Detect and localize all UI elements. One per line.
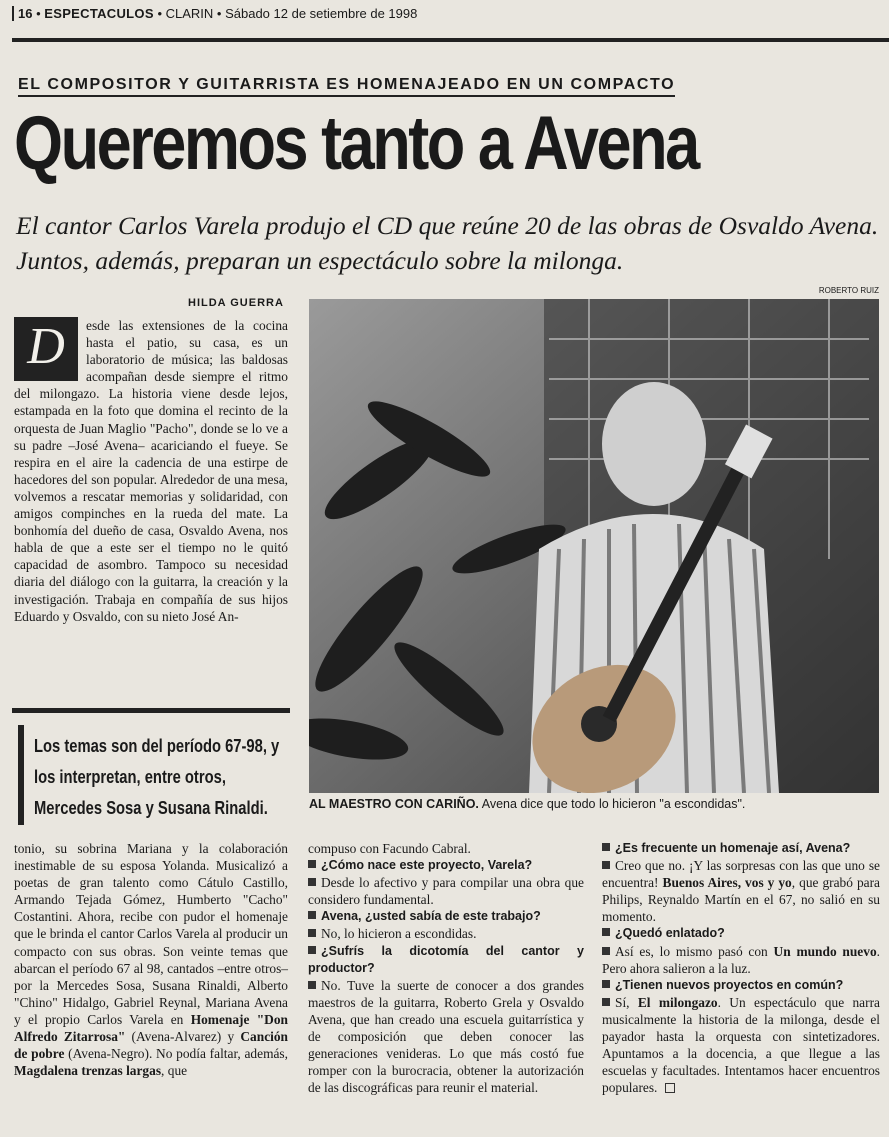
pull-quote-line: los interpretan, entre otros,	[34, 767, 226, 787]
answer	[602, 994, 880, 1097]
page-header: 16 • ESPECTACULOS • CLARIN • Sábado 12 de setiembre de 1998	[12, 6, 417, 21]
song-title: Buenos Aires, vos y yo	[662, 875, 792, 891]
answer-text: Creo que no. ¡Y las sorpresas con las que uno se encuentra!	[602, 858, 880, 891]
body-text: compuso con Facundo Cabral.	[308, 841, 471, 856]
answer-text: Así es, lo mismo pasó con	[615, 943, 774, 959]
answer	[602, 943, 880, 977]
issue-date: Sábado 12 de setiembre de 1998	[225, 6, 418, 21]
song-title: Magdalena trenzas largas	[14, 1063, 162, 1079]
question-text: ¿Cómo nace este proyecto, Varela?	[321, 858, 533, 873]
column-3	[602, 840, 880, 1096]
answer-text: Sí,	[615, 994, 638, 1010]
answer-text: No. Tuve la suerte de conocer a dos grandes maestros de la guitarra, Roberto Grela y Osvaldo Avena, que han creado una escuela guitarrística y de composición que deben conocer las generaciones venideras. Lo que más costó fue romper con la burocracia, obtener la autorización de las discográficas para reunir el material.	[308, 977, 584, 1096]
body-text: esde las extensiones de la cocina hasta el patio, su casa, es un laboratorio de música; las baldosas acompañan desde siempre el ritmo del milongazo. La historia viene desde lejos, estampada en la foto que domina el recinto de la orquesta de Juan Maglio "Pacho", donde se lo ve a su padre –José Avena– acariciando el fueye. Se respira en el aire la cadencia de una estirpe de hacedores del son popular. Alrededor de una mesa, volvemos a rescatar memorias y solidaridad, con amigos compinches en la rueda del mate. La bonhomía del dueño de casa, Osvaldo Avena, nos habla de que a este ser el tiempo no le quitó capacidad de asombro. Tampoco su necesidad diaria del diálogo con la guitarra, la creación y la investigación. Trabaja en compañía de sus hijos Eduardo y Osvaldo, con su nieto José An-	[14, 318, 288, 624]
show-title: El milongazo	[637, 994, 718, 1010]
question-text: ¿Es frecuente un homenaje así, Avena?	[615, 841, 851, 855]
question-text: ¿Sufrís la dicotomía del cantor y productor?	[308, 943, 584, 975]
pull-quote-line: Mercedes Sosa y Susana Rinaldi.	[34, 798, 268, 818]
question-text: Avena, ¿usted sabía de este trabajo?	[321, 909, 541, 924]
byline: HILDA GUERRA	[188, 297, 284, 309]
bullet-square-icon	[308, 860, 316, 868]
question-text: ¿Quedó enlatado?	[615, 926, 725, 941]
answer-text: . Un espectáculo que narra musicalmente la historia de la milonga, desde el payador hasta la orquesta con sintetizadores. Apuntamos a la docencia, a que llegue a las escuelas y facultades. Intentamos hacer encuentros populares.	[602, 994, 880, 1096]
bullet-square-icon	[308, 929, 316, 937]
song-title: Un mundo nuevo	[773, 943, 877, 959]
caption-text: Avena dice que todo lo hicieron "a escondidas".	[481, 797, 746, 811]
answer-text: , que grabó para Philips, Reynaldo Martín en el 67, no salió en su momento.	[602, 875, 880, 925]
question	[308, 908, 584, 925]
bullet-square-icon	[308, 946, 316, 954]
photo-image	[309, 299, 879, 793]
answer-text: No, lo hicieron a escondidas.	[321, 926, 477, 942]
page-number: 16	[12, 6, 32, 21]
bullet-square-icon	[602, 861, 610, 869]
paper-name: CLARIN	[165, 6, 214, 21]
pull-quote-line: Los temas son del período 67-98, y	[34, 736, 280, 756]
headline: Queremos tanto a Avena	[14, 101, 698, 186]
question	[308, 943, 584, 977]
question	[602, 925, 880, 942]
answer	[308, 874, 584, 908]
header-rule	[12, 38, 889, 42]
question	[602, 977, 880, 994]
bullet-square-icon	[308, 911, 316, 919]
bullet-square-icon	[602, 998, 610, 1006]
kicker: EL COMPOSITOR Y GUITARRISTA ES HOMENAJEADO EN UN COMPACTO	[18, 76, 675, 97]
song-title: Homenaje "Don Alfredo Zitarrosa"	[14, 1011, 288, 1045]
pull-quote	[12, 708, 290, 831]
photo-credit: ROBERTO RUIZ	[818, 286, 879, 295]
drop-cap: D	[14, 317, 78, 381]
answer-text: . Pero ahora salieron a la luz.	[602, 943, 881, 976]
song-title: Canción de pobre	[14, 1029, 288, 1062]
subheadline: El cantor Carlos Varela produjo el CD que reúne 20 de las obras de Osvaldo Avena. Juntos, además, preparan un espectáculo sobre la milonga.	[16, 211, 879, 275]
answer-text: Desde lo afectivo y para compilar una obra que considero fundamental.	[308, 875, 584, 908]
pull-quote-bar	[18, 725, 24, 825]
body-text: (Avena-Alvarez) y	[125, 1029, 241, 1045]
body-text: (Avena-Negro). No podía faltar, además,	[64, 1046, 288, 1062]
section-name: ESPECTACULOS	[44, 6, 154, 21]
column-2	[308, 840, 584, 1096]
bullet-square-icon	[602, 980, 610, 988]
answer	[308, 977, 584, 1097]
answer	[602, 857, 880, 925]
question	[308, 857, 584, 874]
photo-caption	[309, 797, 879, 811]
body-text: tonio, su sobrina Mariana y la colaboración inestimable de su esposa Yolanda. Musicalizó a poetas de gran talento como Cátulo Castillo, Armando Tejada Gómez, Humberto "Cacho" Costantini. Ahora, recibe con pudor el homenaje que le brinda el cantor Carlos Varela al producir un compacto con sus obras. Son veinte temas que abarcan el período 67 al 98, cantados –entre otros– por la Mercedes Sosa, Susana Rinaldi, Alberto "Chino" Hidalgo, Gabriel Reynal, Mariana Avena y el propio Carlos Varela en	[14, 841, 288, 1027]
column-1-top	[14, 317, 288, 625]
bullet-square-icon	[602, 843, 610, 851]
bullet-square-icon	[602, 947, 610, 955]
question-text: ¿Tienen nuevos proyectos en común?	[615, 977, 844, 992]
caption-lead: AL MAESTRO CON CARIÑO.	[309, 797, 479, 811]
bullet-square-icon	[308, 878, 316, 886]
end-mark-icon	[665, 1083, 675, 1093]
bullet-square-icon	[602, 928, 610, 936]
question	[602, 840, 880, 857]
answer	[308, 925, 584, 942]
bullet-square-icon	[308, 981, 316, 989]
photo	[309, 299, 879, 793]
column-1-bottom	[14, 840, 288, 1079]
body-text: , que	[161, 1063, 188, 1079]
